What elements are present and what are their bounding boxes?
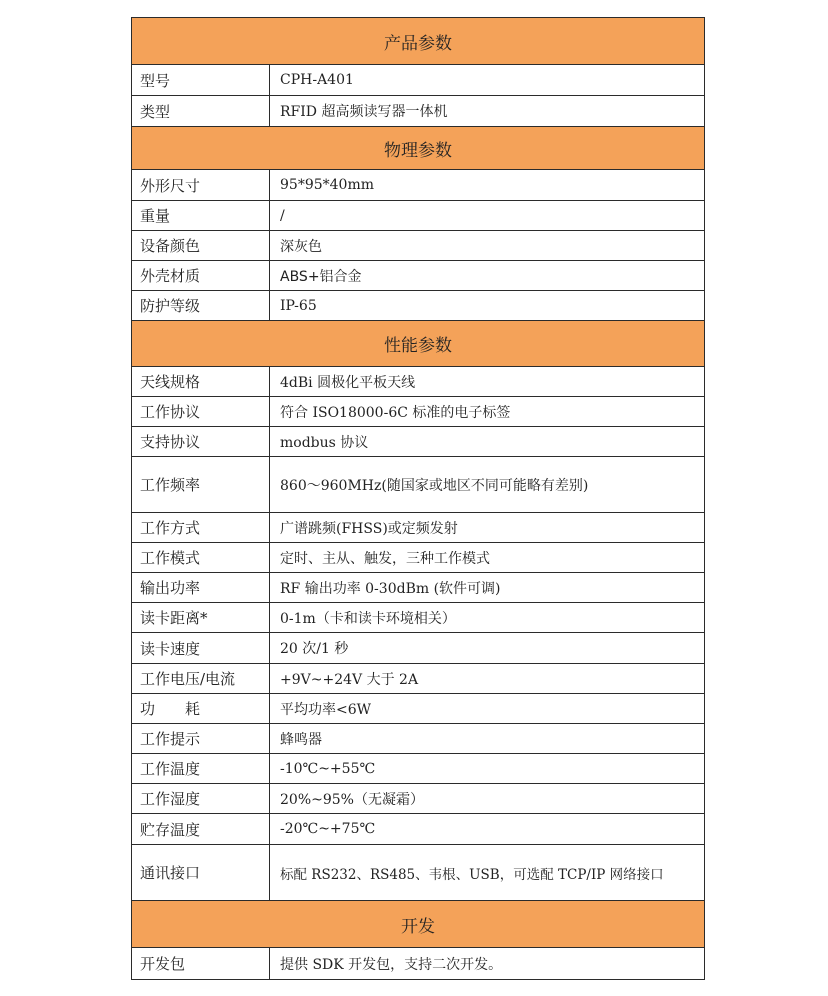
row-value: CPH-A401	[270, 65, 705, 96]
row-label: 贮存温度	[132, 814, 270, 845]
row-value: 广谱跳频(FHSS)或定频发射	[270, 513, 705, 543]
row-label: 工作频率	[132, 457, 270, 513]
table-row	[132, 513, 705, 543]
table-row	[132, 291, 705, 321]
row-label: 支持协议	[132, 427, 270, 457]
row-label: 输出功率	[132, 573, 270, 603]
row-value: 4dBi 圆极化平板天线	[270, 367, 705, 397]
row-value: 20 次/1 秒	[270, 633, 705, 664]
row-label: 开发包	[132, 948, 270, 980]
section-title-development: 开发	[132, 901, 705, 948]
table-row	[132, 427, 705, 457]
table-row	[132, 367, 705, 397]
row-label: 外形尺寸	[132, 170, 270, 201]
table-row	[132, 170, 705, 201]
table-row	[132, 664, 705, 694]
table-row	[132, 603, 705, 633]
row-label: 功 耗	[132, 694, 270, 724]
row-label: 天线规格	[132, 367, 270, 397]
row-value: +9V~+24V 大于 2A	[270, 664, 705, 694]
table-row	[132, 65, 705, 96]
table-row	[132, 543, 705, 573]
section-title-performance: 性能参数	[132, 321, 705, 367]
table-row	[132, 96, 705, 127]
section-header-row	[132, 18, 705, 65]
row-value: 95*95*40mm	[270, 170, 705, 201]
row-label: 工作温度	[132, 754, 270, 784]
row-label: 防护等级	[132, 291, 270, 321]
row-value: -10℃~+55℃	[270, 754, 705, 784]
section-header-row	[132, 901, 705, 948]
table-row	[132, 457, 705, 513]
row-value: 深灰色	[270, 231, 705, 261]
table-row	[132, 633, 705, 664]
row-label: 工作方式	[132, 513, 270, 543]
row-value: 定时、主从、触发，三种工作模式	[270, 543, 705, 573]
row-label: 工作提示	[132, 724, 270, 754]
table-row	[132, 784, 705, 814]
row-value: 0-1m（卡和读卡环境相关）	[270, 603, 705, 633]
table-row	[132, 724, 705, 754]
row-value: 蜂鸣器	[270, 724, 705, 754]
table-row	[132, 814, 705, 845]
row-label: 类型	[132, 96, 270, 127]
table-row	[132, 754, 705, 784]
table-row	[132, 948, 705, 980]
table-row	[132, 694, 705, 724]
table-row	[132, 845, 705, 901]
row-label: 通讯接口	[132, 845, 270, 901]
row-label: 工作湿度	[132, 784, 270, 814]
row-value: RFID 超高频读写器一体机	[270, 96, 705, 127]
table-row	[132, 231, 705, 261]
table-row	[132, 201, 705, 231]
row-label: 工作电压/电流	[132, 664, 270, 694]
row-value: 标配 RS232、RS485、韦根、USB，可选配 TCP/IP 网络接口	[270, 845, 705, 901]
row-value: RF 输出功率 0-30dBm (软件可调)	[270, 573, 705, 603]
row-value: IP-65	[270, 291, 705, 321]
row-value: modbus 协议	[270, 427, 705, 457]
row-value: -20℃~+75℃	[270, 814, 705, 845]
row-value: 符合 ISO18000-6C 标准的电子标签	[270, 397, 705, 427]
spec-table	[131, 17, 705, 980]
row-value: 20%~95%（无凝霜）	[270, 784, 705, 814]
row-label: 型号	[132, 65, 270, 96]
row-value: ABS+铝合金	[270, 261, 705, 291]
row-label: 外壳材质	[132, 261, 270, 291]
row-label: 读卡距离*	[132, 603, 270, 633]
row-label: 工作模式	[132, 543, 270, 573]
row-label: 重量	[132, 201, 270, 231]
row-label: 工作协议	[132, 397, 270, 427]
table-row	[132, 261, 705, 291]
row-value: /	[270, 201, 705, 231]
table-row	[132, 573, 705, 603]
section-title-physical: 物理参数	[132, 127, 705, 170]
row-value: 平均功率<6W	[270, 694, 705, 724]
row-value: 提供 SDK 开发包，支持二次开发。	[270, 948, 705, 980]
row-value: 860～960MHz(随国家或地区不同可能略有差别)	[270, 457, 705, 513]
table-row	[132, 397, 705, 427]
section-header-row	[132, 127, 705, 170]
row-label: 设备颜色	[132, 231, 270, 261]
section-title-product: 产品参数	[132, 18, 705, 65]
row-label: 读卡速度	[132, 633, 270, 664]
section-header-row	[132, 321, 705, 367]
